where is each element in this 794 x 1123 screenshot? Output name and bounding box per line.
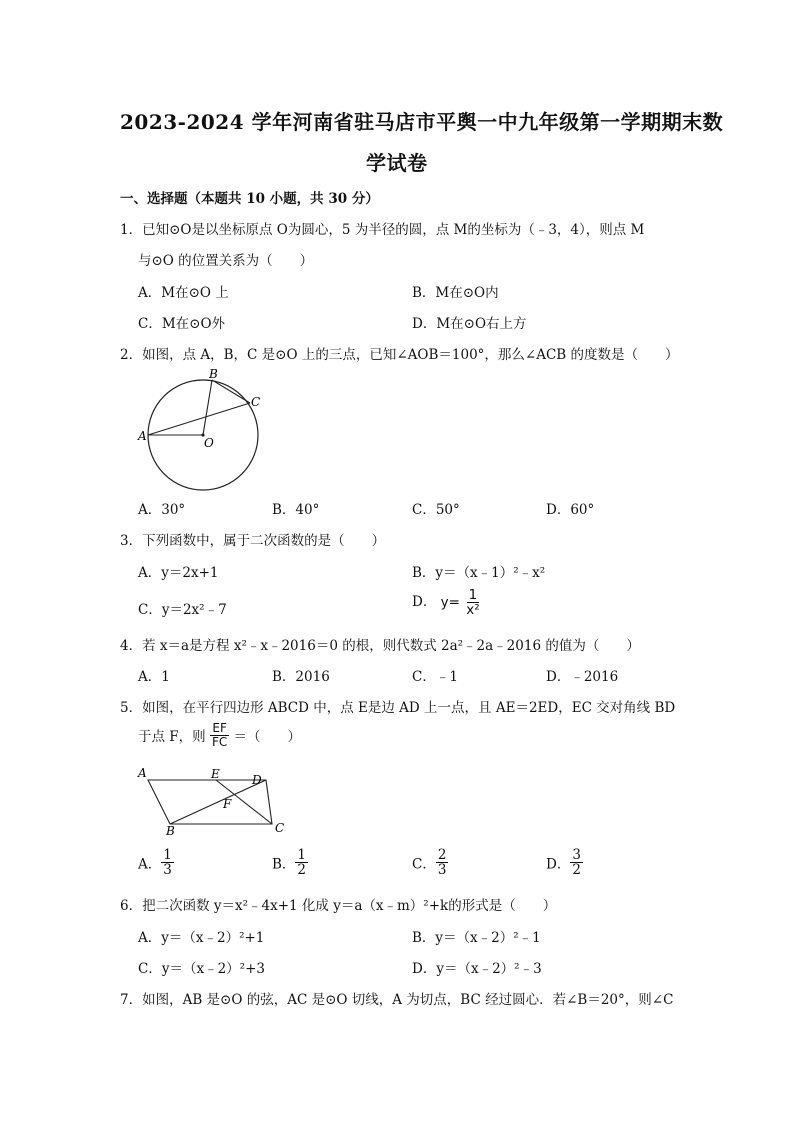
question-3-option-d-prefix: D．: [412, 594, 437, 611]
question-7-stem: 7．如图，AB 是⊙O 的弦，AC 是⊙O 切线，A 为切点，BC 经过圆心．若∠B＝20°，则∠C: [120, 992, 674, 1008]
fraction-denominator: 3: [163, 862, 172, 879]
fraction-denominator: 3: [437, 862, 447, 879]
question-1-option-b: B．M在⊙O内: [412, 285, 499, 301]
question-3-option-d-fraction: [464, 588, 481, 617]
option-fraction: [295, 848, 308, 877]
question-2-option-b: B．40°: [272, 502, 320, 518]
label-o: O: [204, 436, 214, 450]
question-6-option-b: B．y＝（x﹣2）²﹣1: [412, 930, 541, 946]
fraction-denominator: 2: [297, 862, 307, 879]
question-5-parallelogram-figure: [132, 764, 292, 838]
section-header: 一、选择题（本题共 10 小题，共 30 分）: [120, 191, 379, 207]
question-5-stem-prefix: 于点 F，则: [138, 729, 206, 746]
option-fraction: [570, 848, 583, 877]
question-4-stem: 4．若 x＝a是方程 x²﹣x﹣2016＝0 的根，则代数式 2a²﹣2a﹣2016 的值为（ ）: [120, 638, 640, 654]
question-4-option-a: A．1: [138, 669, 170, 685]
segment-ac: [148, 403, 250, 435]
question-1-stem: 1．已知⊙O是以坐标原点 O为圆心，5 为半径的圆，点 M的坐标为（﹣3，4），则点 M: [120, 222, 645, 238]
question-5-stem: 5．如图，在平行四边形 ABCD 中，点 E是边 AD 上一点，且 AE＝2ED，EC 交对角线 BD: [120, 700, 676, 716]
question-2-stem: 2．如图，点 A，B，C 是⊙O 上的三点，已知∠AOB＝100°，那么∠ACB 的度数是（ ）: [120, 347, 679, 363]
label-d: D: [252, 773, 262, 787]
question-6-stem: 6．把二次函数 y＝x²﹣4x+1 化成 y＝a（x﹣m）²+k的形式是（ ）: [120, 898, 557, 914]
fraction-numerator: 2: [437, 847, 447, 863]
question-5-stem-suffix: ＝（ ）: [233, 729, 302, 746]
question-3-option-b: B．y＝（x﹣1）²﹣x²: [412, 565, 546, 581]
fraction-denominator: 2: [572, 862, 581, 879]
label-c: C: [251, 395, 261, 409]
question-6-option-c: C．y＝（x﹣2）²+3: [138, 961, 265, 977]
fraction-numerator: 3: [572, 847, 581, 863]
page-title-continued: 学试卷: [366, 151, 428, 175]
option-fraction: [436, 848, 449, 877]
question-6-option-a: A．y＝（x﹣2）²+1: [138, 930, 265, 946]
question-3-option-a: A．y＝2x+1: [138, 565, 219, 581]
question-2-option-c: C．50°: [412, 502, 460, 518]
option-fraction: [161, 848, 174, 877]
page-title: 2023-2024 学年河南省驻马店市平舆一中九年级第一学期期末数: [120, 110, 724, 134]
question-6-option-d: D．y＝（x﹣2）²﹣3: [412, 961, 542, 977]
question-2-option-a: A．30°: [138, 502, 186, 518]
question-5-option-d: [546, 848, 583, 877]
question-4-option-b: B．2016: [272, 669, 330, 685]
label-b: B: [209, 367, 218, 381]
fraction-numerator: 1: [163, 847, 172, 863]
question-5-option-a: [138, 848, 174, 877]
question-4-option-d: D．﹣2016: [546, 669, 619, 685]
fraction-denominator: FC: [211, 734, 228, 749]
label-a: A: [138, 766, 147, 780]
label-a: A: [138, 429, 147, 443]
question-3-option-d: [412, 588, 482, 617]
segment-ob: [203, 380, 212, 435]
option-prefix: C．: [412, 856, 436, 873]
question-1-option-d: D．M在⊙O右上方: [412, 316, 527, 332]
question-3-option-c: C．y＝2x²﹣7: [138, 602, 227, 618]
question-5-option-c: [412, 848, 448, 877]
label-e: E: [211, 767, 220, 781]
question-5-stem-continued: [138, 722, 301, 748]
option-prefix: B．: [272, 856, 296, 873]
question-3-stem: 3．下列函数中，属于二次函数的是（ ）: [120, 533, 386, 549]
fraction-numerator: EF: [212, 721, 227, 735]
question-2-circle-figure: [130, 365, 270, 495]
segment-bc: [212, 380, 250, 403]
label-b: B: [166, 824, 175, 838]
question-5-option-b: [272, 848, 308, 877]
question-1-option-c: C．M在⊙O外: [138, 316, 226, 332]
fraction-denominator: x²: [466, 602, 480, 619]
fraction-numerator: 1: [468, 587, 478, 603]
fraction-numerator: 1: [297, 847, 307, 863]
label-c: C: [275, 821, 285, 835]
question-1-stem-continued: 与⊙O 的位置关系为（ ）: [138, 253, 314, 269]
option-prefix: D．: [546, 856, 571, 873]
question-3-option-d-lhs: y=: [440, 594, 460, 611]
question-1-option-a: A．M在⊙O 上: [138, 285, 229, 301]
question-5-ratio-fraction: [210, 722, 229, 748]
question-2-option-d: D．60°: [546, 502, 595, 518]
question-4-option-c: C．﹣1: [412, 669, 458, 685]
label-f: F: [223, 797, 232, 811]
option-prefix: A．: [138, 856, 162, 873]
